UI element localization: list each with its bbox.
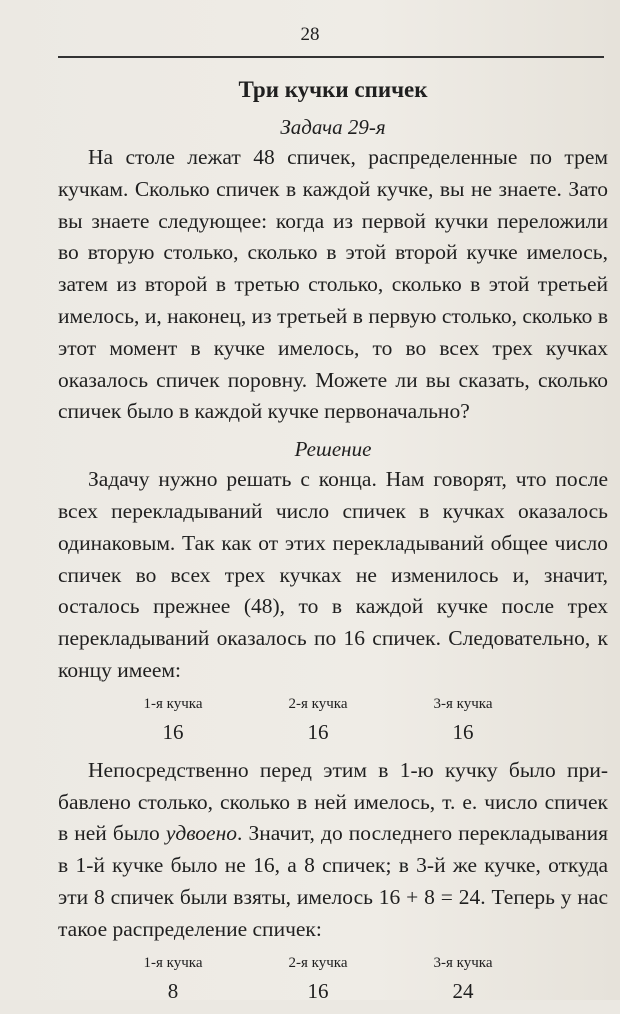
pile-column <box>408 693 518 747</box>
header-rule <box>58 56 604 58</box>
pile-count: 16 <box>307 978 329 1003</box>
pile-label: 3-я кучка <box>433 695 493 712</box>
solution-label: Решение <box>294 437 372 462</box>
pile-count: 24 <box>452 978 474 1003</box>
pile-label: 1-я кучка <box>143 695 203 712</box>
solution-paragraph-1: Задачу нужно решать с конца. Нам говорят, что после всех перекладываний число спичек в кучках оказалось одинаковым. Так как от этих перекладываний общее число спичек во всех трех кучках не изменилось и, значит, осталось прежнее (48), то в каждой кучке после трех перекладываний оказалось по 16 спичек. Следовательно, к концу имеем: <box>58 467 608 682</box>
solution-paragraph-2 <box>58 755 608 946</box>
emphasis-word: удвоено <box>165 821 237 846</box>
pile-table-final <box>118 693 518 747</box>
pile-column <box>118 952 228 1006</box>
problem-label: Задача 29-я <box>280 115 386 139</box>
page-number: 28 <box>300 24 320 45</box>
pile-count: 16 <box>307 719 329 744</box>
pile-label: 2-я кучка <box>288 954 348 971</box>
pile-column <box>263 952 373 1006</box>
pile-table-before-last <box>118 952 518 1006</box>
pile-column <box>408 952 518 1006</box>
pile-label: 1-я кучка <box>143 954 203 971</box>
problem-text: На столе лежат 48 спичек, распределенные по трем кучкам. Сколько спичек в каждой кучке, вы не знаете. Зато вы знаете следующее: когда из первой кучки переложили во вторую столько, сколько в этой второй кучке имелось, затем из второй в третью столько, сколько в этой третьей имелось, и, наконец, из третьей в первую столько, сколько в этот момент в кучке имелось, то во всех трех кучках оказалось спичек поровну. Можете ли вы сказать, сколько спичек было в каждой кучке первоначально? <box>58 145 608 424</box>
solution-paragraph-2-end: . Значит, до последнего перекладывания в 1-й кучке было не 16, а 8 спичек; в 3-й же кучке, откуда эти 8 спичек были взяты, имелось 16 + 8 = 24. Теперь у нас такое распределение спичек: <box>58 821 608 941</box>
pile-count: 16 <box>162 719 184 744</box>
pile-label: 2-я кучка <box>288 695 348 712</box>
pile-column <box>118 693 228 747</box>
pile-count: 16 <box>452 719 474 744</box>
solution-paragraph-2-start: Непосредственно перед этим в 1-ю кучку было прибавлено столько, сколько в ней имелось, т. е. число спичек в ней было <box>58 757 608 846</box>
section-title: Три кучки спичек <box>238 77 428 102</box>
page-content <box>58 74 608 1014</box>
pile-count: 8 <box>167 978 179 1003</box>
pile-column <box>263 693 373 747</box>
pile-label: 3-я кучка <box>433 954 493 971</box>
